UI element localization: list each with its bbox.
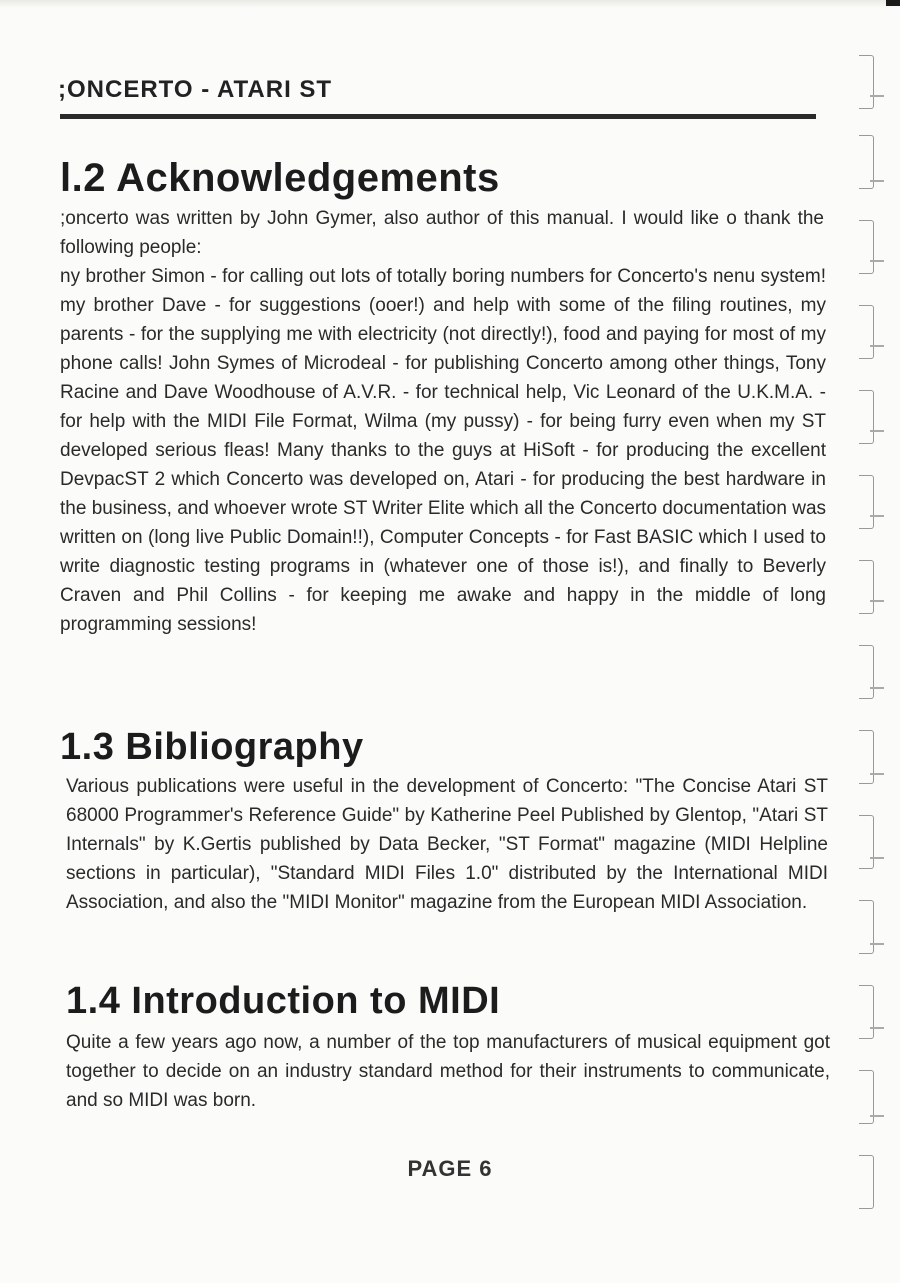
header-rule — [60, 114, 816, 119]
binder-hole — [859, 220, 874, 274]
binder-hole — [859, 1155, 874, 1209]
acknowledgements-body: ny brother Simon - for calling out lots of totally boring numbers for Concerto's nenu system! my brother Dave - for suggestions (ooer!) and help with some of the filing routines, my parents - for the supplying me with electricity (not directly!), food and paying for most of my phone calls! John Symes of Microdeal - for publishing Concerto among other things, Tony Racine and Dave Woodhouse of A.V.R. - for technical help, Vic Leonard of the U.K.M.A. - for help with the MIDI File Format, Wilma (my pussy) - for being furry even when my ST developed serious fleas! Many thanks to the guys at HiSoft - for producing the excellent DevpacST 2 which Concerto was developed on, Atari - for producing the best hardware in the business, and whoever wrote ST Writer Elite which all the Concerto documentation was written on (long live Public Domain!!), Computer Concepts - for Fast BASIC which I used to write diagnostic testing programs in (whatever one of those is!), and finally to Beverly Craven and Phil Collins - for keeping me awake and happy in the middle of long programming sessions! — [60, 266, 827, 635]
binder-hole — [859, 560, 874, 614]
binder-hole — [859, 390, 874, 444]
binder-hole — [859, 305, 874, 359]
binder-hole — [859, 730, 874, 784]
binder-hole — [859, 55, 874, 109]
binder-tick — [870, 345, 884, 347]
binder-hole — [859, 900, 874, 954]
binder-tick — [870, 1115, 884, 1117]
introduction-body: Quite a few years ago now, a number of the top manufacturers of musical equipment got together to decide on an industry standard method for their instruments to communicate, and so MIDI was born. — [66, 1032, 830, 1111]
binder-tick — [870, 943, 884, 945]
binder-tick — [870, 430, 884, 432]
scan-top-edge — [0, 0, 900, 8]
binder-hole — [859, 645, 874, 699]
binder-tick — [870, 1027, 884, 1029]
running-header: ;ONCERTO - ATARI ST — [58, 76, 333, 103]
binder-hole — [859, 815, 874, 869]
binder-tick — [870, 515, 884, 517]
binder-tick — [870, 180, 884, 182]
bibliography-body: Various publications were useful in the development of Concerto: "The Concise Atari ST 68000 Programmer's Reference Guide" by Katherine Peel Published by Glentop, "Atari ST Internals" by K.Gertis published by Data Becker, "ST Format" magazine (MIDI Helpline sections in particular), "Standard MIDI Files 1.0" distributed by the International MIDI Association, and also the "MIDI Monitor" magazine from the European MIDI Association. — [66, 776, 828, 913]
binder-tick — [870, 95, 884, 97]
binder-tick — [870, 857, 884, 859]
acknowledgements-intro: ;oncerto was written by John Gymer, also author of this manual. I would like o thank the following people: — [60, 208, 824, 258]
section-heading-acknowledgements: l.2 Acknowledgements — [60, 156, 500, 200]
binder-holes — [858, 55, 874, 1215]
binder-tick — [870, 687, 884, 689]
section-heading-introduction-to-midi: 1.4 Introduction to MIDI — [66, 980, 501, 1022]
scan-corner-mark — [886, 0, 900, 6]
binder-tick — [870, 600, 884, 602]
binder-tick — [870, 260, 884, 262]
binder-hole — [859, 985, 874, 1039]
section-heading-bibliography: 1.3 Bibliography — [60, 726, 364, 768]
binder-tick — [870, 773, 884, 775]
page-number: PAGE 6 — [407, 1156, 493, 1181]
binder-hole — [859, 475, 874, 529]
